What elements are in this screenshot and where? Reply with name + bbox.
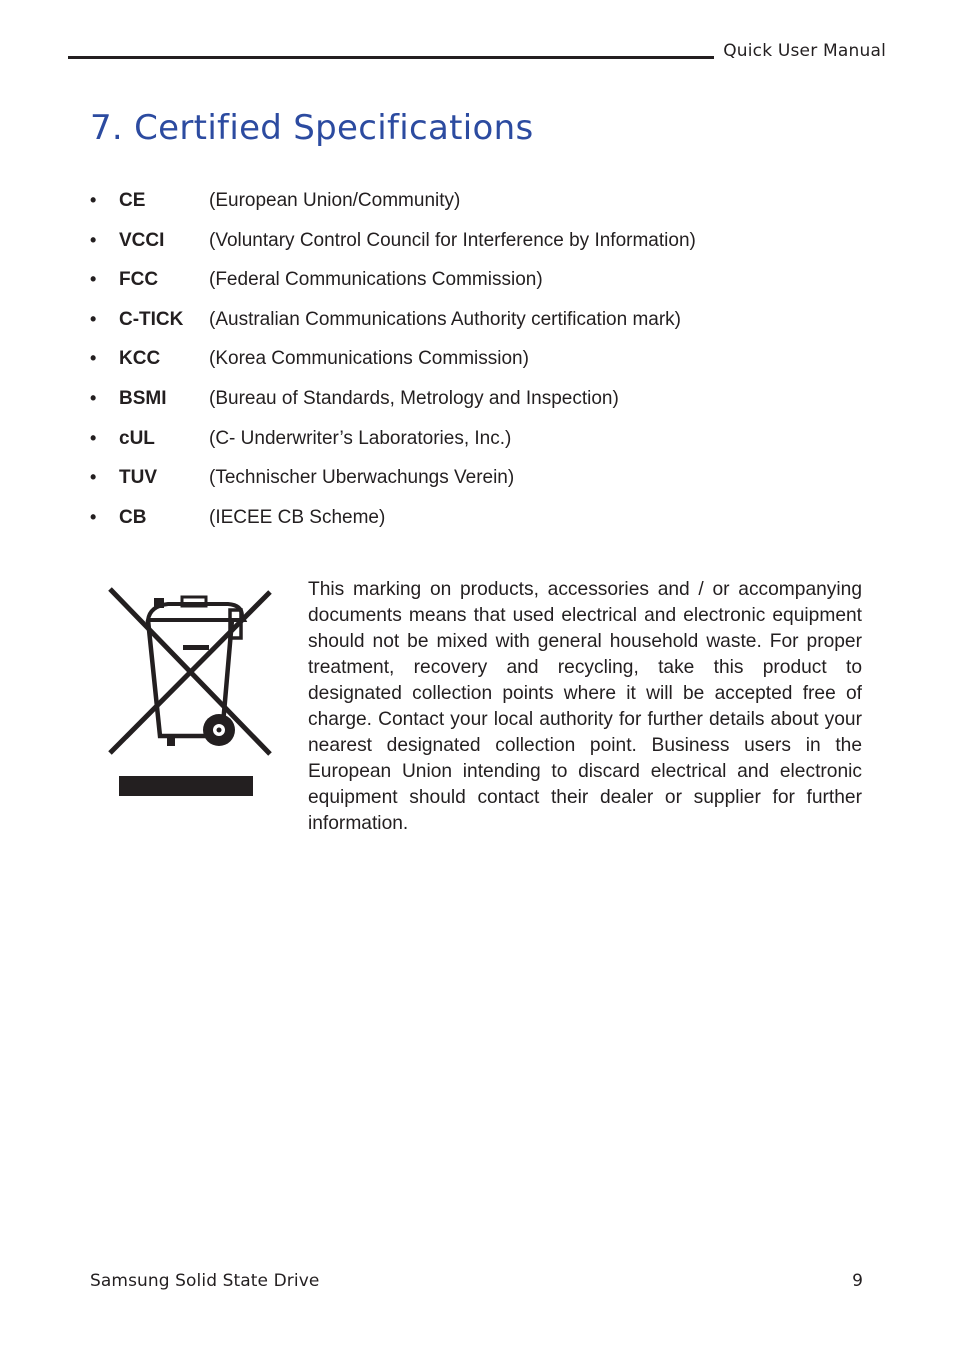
cert-description: (Australian Communications Authority certification mark) <box>209 308 682 330</box>
header-rule <box>68 56 714 59</box>
cert-description: (European Union/Community) <box>209 190 461 211</box>
certification-list <box>90 183 696 539</box>
bullet: • <box>90 506 97 527</box>
bullet: • <box>90 467 97 488</box>
cert-code: FCC <box>119 269 159 291</box>
header-doc-title: Quick User Manual <box>723 41 886 61</box>
cert-code: BSMI <box>119 387 167 409</box>
weee-notice-text: This marking on products, accessories and / or accompanying documents means that used electrical and electronic equipment should not be mixed with general household waste. For proper treatment, recovery and recycling, take this product to designated collection points where it will be accepted free of charge. Contact your local authority for further details about your nearest designated collection point. Business users in the European Union intending to discard electrical and electronic equipment should contact their dealer or supplier for further information. <box>308 579 862 834</box>
cert-code: KCC <box>119 348 161 370</box>
list-item <box>90 341 696 381</box>
list-item <box>90 302 696 342</box>
cert-code: TUV <box>119 467 157 489</box>
bullet: • <box>90 387 97 408</box>
page-number: 9 <box>852 1271 863 1291</box>
list-item <box>90 381 696 421</box>
cert-description: (IECEE CB Scheme) <box>209 506 386 528</box>
cert-description: (Korea Communications Commission) <box>209 348 529 370</box>
list-item <box>90 460 696 500</box>
bullet: • <box>90 348 97 369</box>
bullet: • <box>90 190 97 210</box>
list-item <box>90 262 696 302</box>
list-item <box>90 421 696 461</box>
cert-code: cUL <box>119 427 155 449</box>
cert-code: VCCI <box>119 229 165 251</box>
cert-code: C-TICK <box>119 308 184 330</box>
cert-code: CB <box>119 506 147 528</box>
list-item <box>90 223 696 263</box>
cert-code: CE <box>119 190 146 211</box>
footer-product-name: Samsung Solid State Drive <box>90 1271 320 1291</box>
cert-description: (Technischer Uberwachungs Verein) <box>209 467 515 489</box>
cert-description: (C- Underwriter’s Laboratories, Inc.) <box>209 427 512 449</box>
list-item <box>90 183 696 223</box>
bullet: • <box>90 308 97 329</box>
list-item <box>90 500 696 540</box>
bullet: • <box>90 229 97 250</box>
crossed-out-wheelie-bin-icon <box>104 584 276 800</box>
page-title: 7. Certified Specifications <box>90 108 534 148</box>
cert-description: (Voluntary Control Council for Interference by Information) <box>209 229 696 251</box>
bullet: • <box>90 427 97 448</box>
cert-description: (Bureau of Standards, Metrology and Inspection) <box>209 387 619 409</box>
cert-description: (Federal Communications Commission) <box>209 269 543 291</box>
bullet: • <box>90 269 97 290</box>
